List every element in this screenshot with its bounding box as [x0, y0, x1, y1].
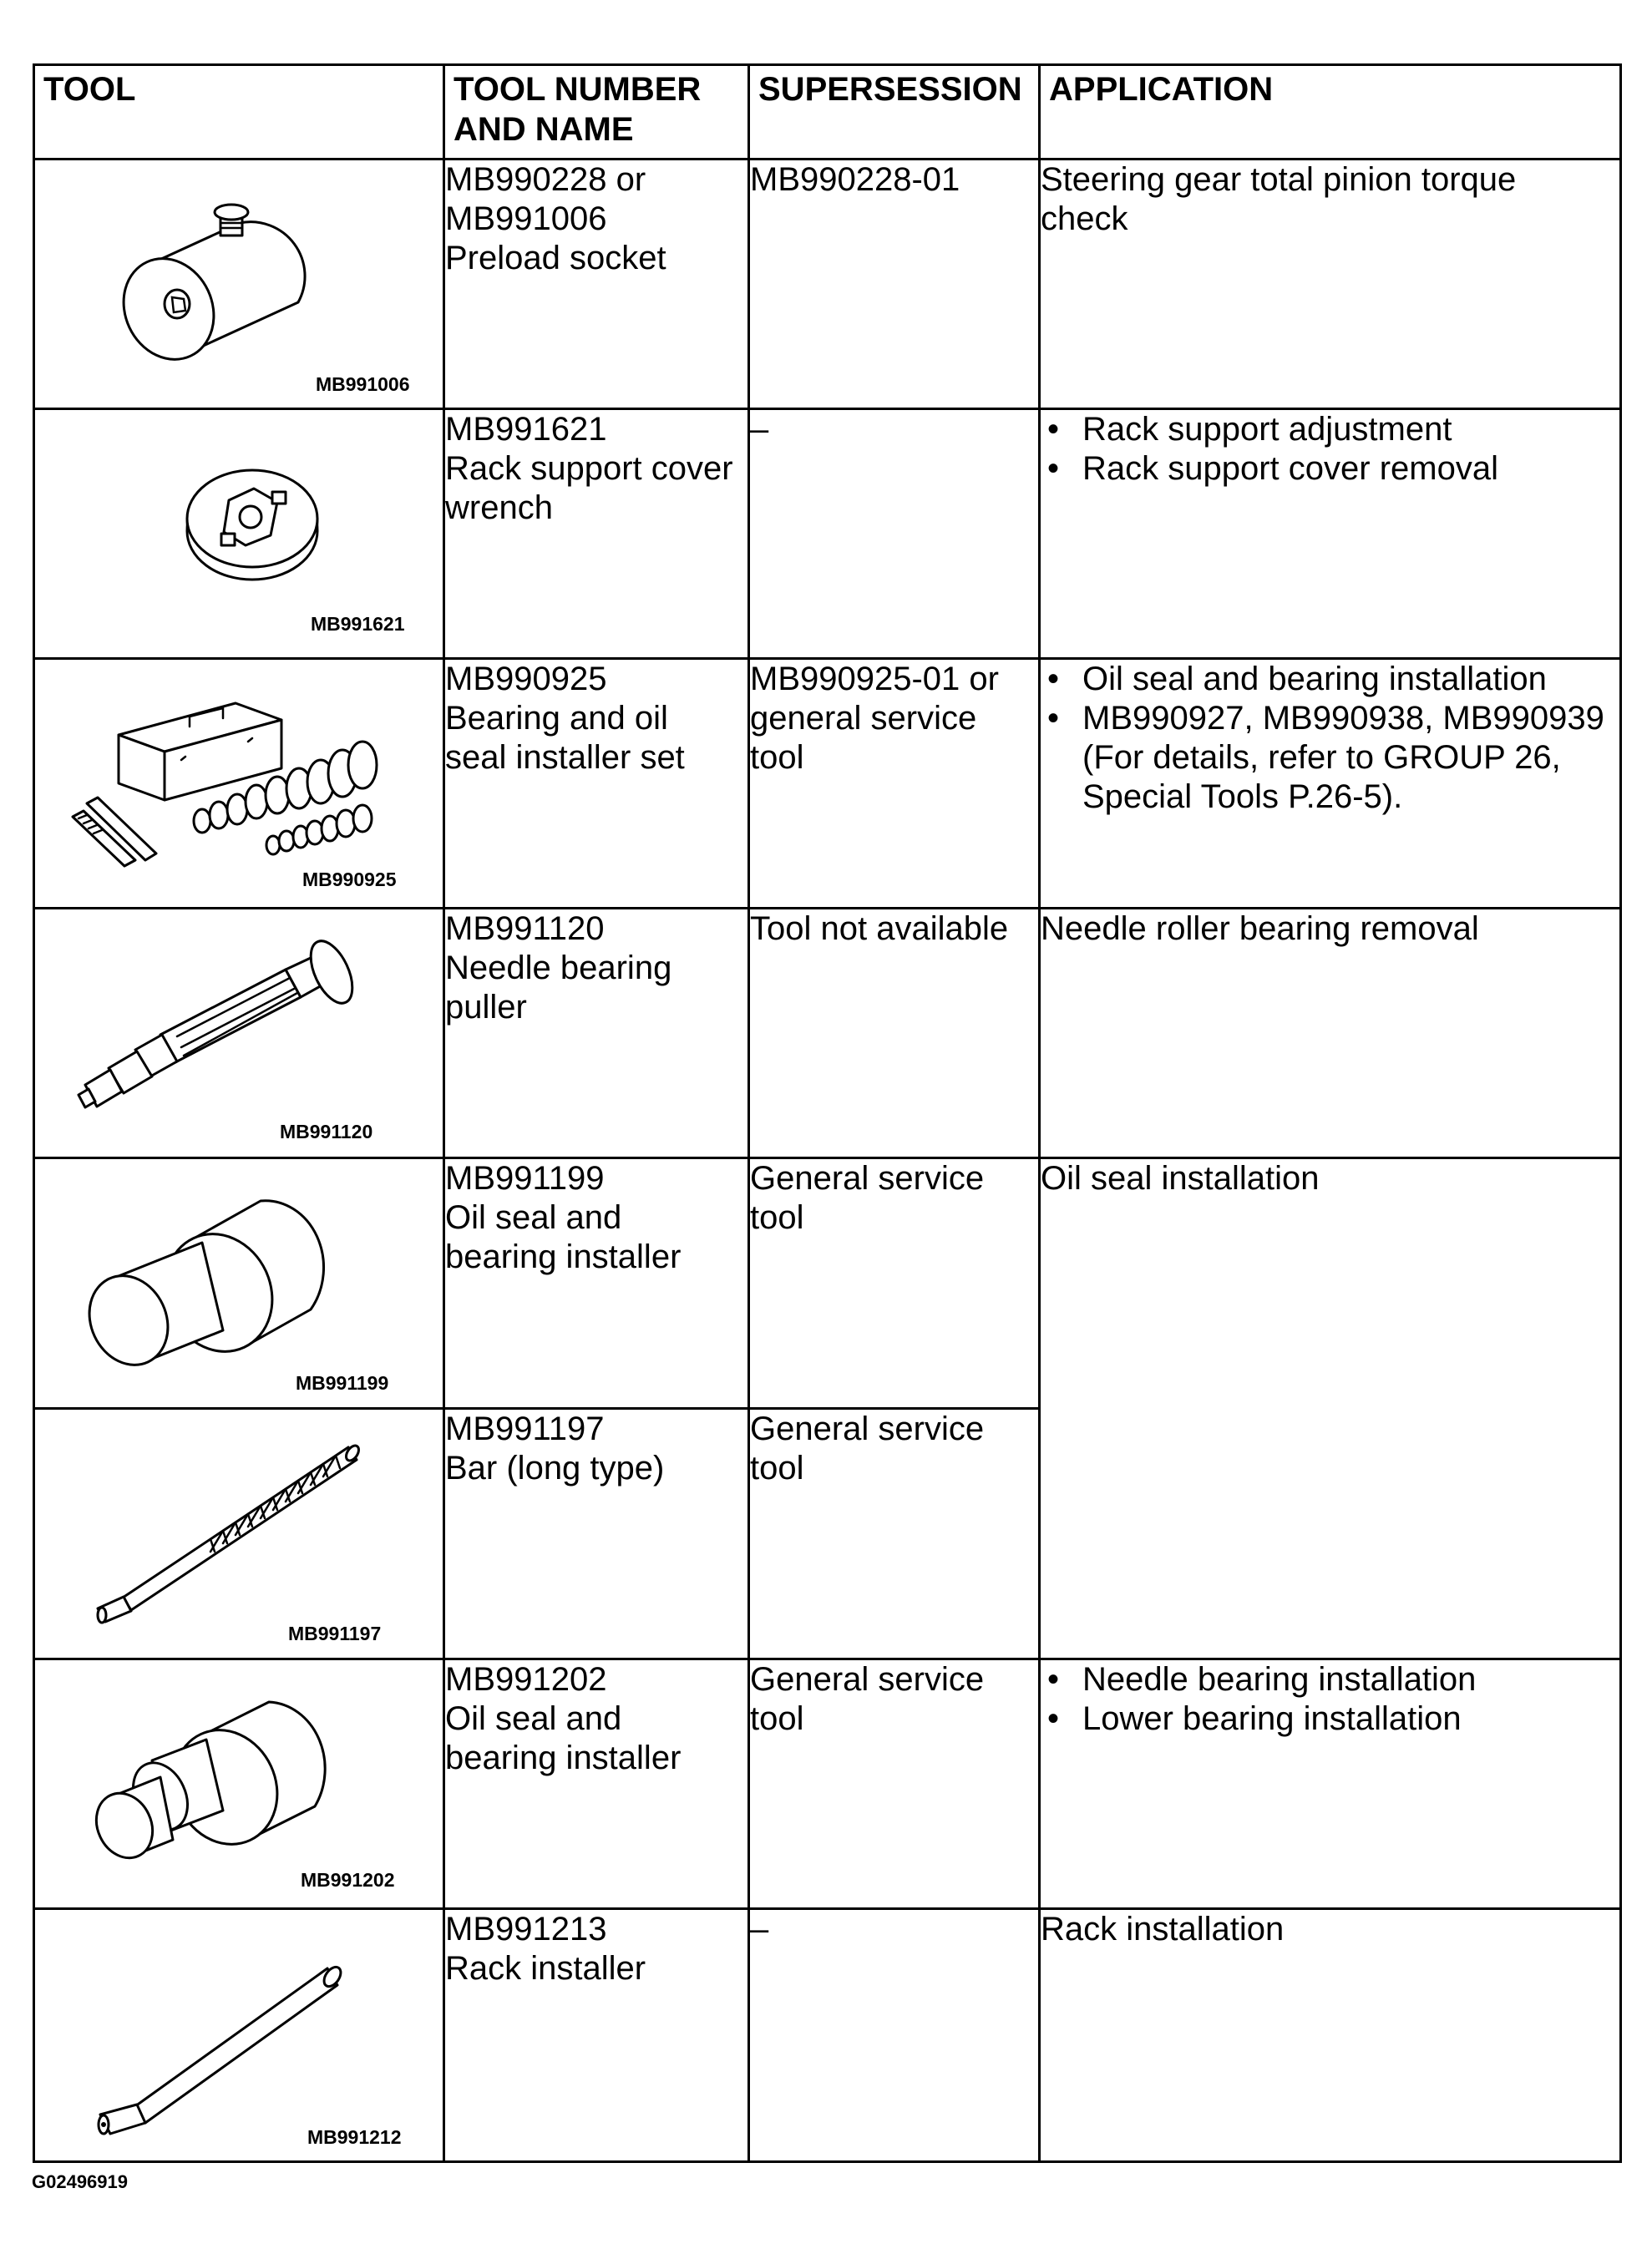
tool-illustration-cell — [34, 1659, 444, 1909]
tool-illustration-cell — [34, 1409, 444, 1659]
application-cell — [1040, 1659, 1621, 1909]
tool-illustration-cell — [34, 659, 444, 909]
tool-illustration-cell — [34, 909, 444, 1158]
tool-number-cell: MB991213 Rack installer — [444, 1909, 749, 2162]
application-cell: Oil seal installation — [1040, 1158, 1621, 1659]
bar-long-type-icon — [35, 1410, 445, 1660]
rack-installer-icon — [35, 1910, 445, 2163]
table-row — [34, 1659, 1621, 1909]
tool-caption: MB991202 — [301, 1869, 395, 1891]
application-bullet: • Oil seal and bearing installation — [1082, 660, 1619, 699]
header-tool-number: TOOL NUMBER AND NAME — [444, 65, 749, 160]
tool-number-cell: MB991202 Oil seal and bearing installer — [444, 1659, 749, 1909]
tool-caption: MB991197 — [288, 1623, 382, 1644]
tool-caption: MB991621 — [311, 613, 405, 635]
table-row — [34, 909, 1621, 1158]
table-row — [34, 659, 1621, 909]
table-row — [34, 409, 1621, 659]
application-bullet: • Rack support adjustment — [1082, 410, 1619, 449]
tool-caption: MB991006 — [316, 373, 410, 395]
application-bullet: • MB990927, MB990938, MB990939 (For details, refer to GROUP 26, Special Tools P.26-5). — [1082, 699, 1619, 817]
supersession-cell: General service tool — [749, 1409, 1040, 1659]
needle-bearing-puller-icon — [35, 909, 445, 1159]
tool-number-cell: MB991199 Oil seal and bearing installer — [444, 1158, 749, 1409]
header-supersession: SUPERSESSION — [749, 65, 1040, 160]
supersession-cell: General service tool — [749, 1659, 1040, 1909]
tool-illustration-cell — [34, 160, 444, 409]
application-cell: Steering gear total pinion torque check — [1040, 160, 1621, 409]
tool-illustration-cell — [34, 409, 444, 659]
supersession-cell: General service tool — [749, 1158, 1040, 1409]
application-bullet: • Rack support cover removal — [1082, 449, 1619, 489]
application-cell: Rack installation — [1040, 1909, 1621, 2162]
supersession-cell: Tool not available — [749, 909, 1040, 1158]
tool-caption: MB991199 — [296, 1372, 389, 1394]
tool-number-cell: MB990228 or MB991006 Preload socket — [444, 160, 749, 409]
supersession-cell: MB990228-01 — [749, 160, 1040, 409]
tool-illustration-cell — [34, 1909, 444, 2162]
application-cell — [1040, 659, 1621, 909]
table-row — [34, 1158, 1621, 1409]
tool-number-cell: MB991120 Needle bearing puller — [444, 909, 749, 1158]
figure-code: G02496919 — [32, 2171, 128, 2192]
tool-illustration-cell — [34, 1158, 444, 1409]
tool-number-cell: MB990925 Bearing and oil seal installer set — [444, 659, 749, 909]
tool-number-cell: MB991621 Rack support cover wrench — [444, 409, 749, 659]
application-cell: Needle roller bearing removal — [1040, 909, 1621, 1158]
tool-caption: MB990925 — [302, 869, 397, 890]
header-application: APPLICATION — [1040, 65, 1621, 160]
supersession-cell: MB990925-01 or general service tool — [749, 659, 1040, 909]
tool-caption: MB991212 — [307, 2126, 402, 2148]
tool-number-cell: MB991197 Bar (long type) — [444, 1409, 749, 1659]
application-bullet: • Needle bearing installation — [1082, 1660, 1619, 1699]
application-bullet: • Lower bearing installation — [1082, 1699, 1619, 1739]
supersession-cell: – — [749, 1909, 1040, 2162]
table-row — [34, 160, 1621, 409]
header-tool: TOOL — [34, 65, 444, 160]
supersession-cell: – — [749, 409, 1040, 659]
application-cell — [1040, 409, 1621, 659]
special-tools-table — [33, 63, 1622, 2163]
header-row — [34, 65, 1621, 160]
table-row — [34, 1909, 1621, 2162]
tool-caption: MB991120 — [280, 1121, 373, 1142]
